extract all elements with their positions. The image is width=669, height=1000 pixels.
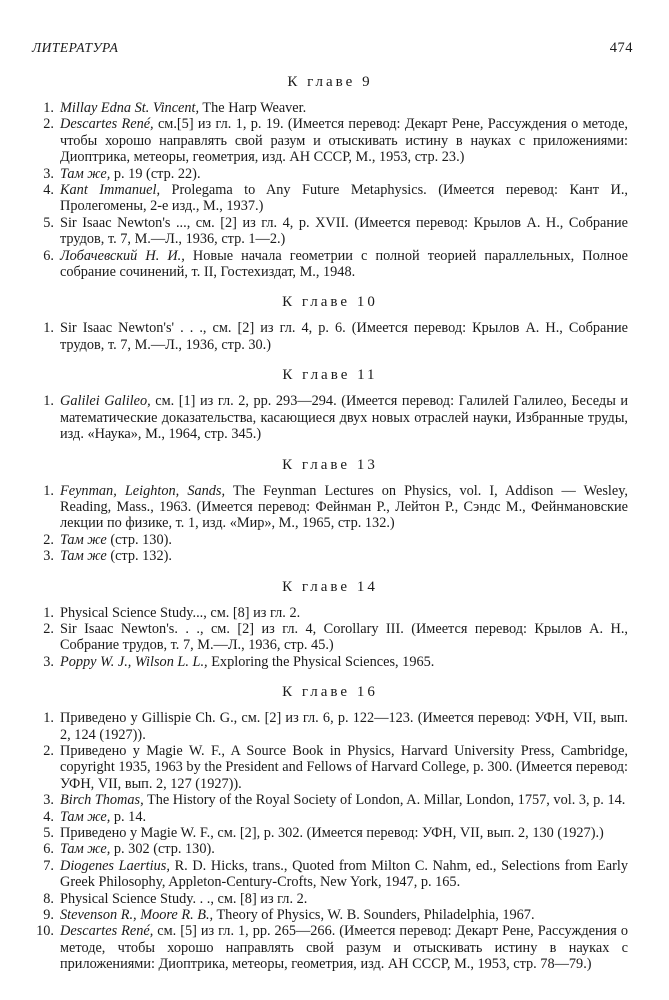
reference-list [32,100,628,280]
reference-item [32,393,628,442]
reference-author: Feynman, Leighton, Sands, [60,482,226,499]
reference-list [32,483,628,565]
chapter-heading: К главе 10 [282,294,378,311]
chapter-heading: К главе 16 [282,684,378,701]
reference-item [32,841,628,857]
reference-item [32,532,628,548]
reference-number: 1. [43,100,54,116]
reference-number: 9. [43,907,54,924]
reference-number: 6. [43,841,54,858]
reference-item [32,621,628,654]
reference-body: R. D. Hicks, trans., Quoted from Milton C. Nahm, ed., Selections from Early Greek Philosophy, Appleton-Century-Crofts, New York, 1947, p. 165. [60,857,628,891]
running-head [32,40,633,57]
reference-body: см. [1] из гл. 2, pp. 293—294. (Имеется перевод: Галилей Галилео, Беседы и математические доказательства, касающиеся двух новых отраслей науки, Избранные труды, изд. «Наука», М., 1964, стр. 345.) [60,393,628,443]
reference-body: p. 14. [110,808,147,825]
reference-item [32,907,628,923]
reference-item [32,710,628,743]
reference-text [60,792,628,808]
reference-body: (стр. 132). [106,548,172,565]
reference-author: Millay Edna St. Vincent, [60,100,200,116]
reference-item [32,166,628,182]
reference-number: 3. [43,792,54,809]
reference-text [60,605,628,621]
reference-number: 3. [43,165,54,182]
reference-number: 3. [43,548,54,565]
reference-list [32,605,628,671]
reference-body: Sir Isaac Newton's' . . ., см. [2] из гл. 4, p. 6. (Имеется перевод: Крылов А. Н., Собрание трудов, т. 7, М.—Л., 1936, стр. 30.) [60,320,628,353]
reference-number: 5. [43,214,54,231]
reference-text [60,100,628,116]
reference-body: Приведено у Magie W. F., см. [2], p. 302. (Имеется перевод: УФН, VII, вып. 2, 130 (1927).) [60,825,604,841]
chapter-section [32,72,628,280]
reference-body: Physical Science Study. . ., см. [8] из гл. 2. [60,890,308,907]
reference-number: 1. [43,604,54,621]
reference-body: The Feynman Lectures on Physics, vol. I, Addison — Wesley, Reading, Mass., 1963. (Имеется перевод: Фейнман Р., Лейтон Р., Сэндс М., Фейнмановские лекции по физике, т. 1, изд. «Мир», М., 1965, стр. 132.) [60,482,629,532]
reference-author: Лобачевский Н. И., [60,247,185,264]
reference-number: 8. [43,890,54,907]
reference-number: 2. [43,620,54,637]
reference-body: Sir Isaac Newton's ..., см. [2] из гл. 4, p. XVII. (Имеется перевод: Крылов А. Н., Собрание трудов, т. 7, М.—Л., 1936, стр. 1—2.) [60,214,628,248]
reference-text [60,809,628,825]
references-body [32,72,628,985]
reference-author: Poppy W. J., Wilson L. L., [60,653,208,670]
reference-author: Galilei Galileo, [60,393,151,410]
reference-text [60,907,628,923]
reference-author: Kant Immanuel, [60,182,161,199]
reference-author: Там же, [60,165,111,182]
reference-text [60,166,628,182]
reference-author: Diogenes Laertius, [60,857,170,874]
reference-number: 10. [36,923,54,940]
reference-list [32,710,628,973]
reference-text [60,548,628,564]
running-title: ЛИТЕРАТУРА [32,40,119,55]
chapter-section [32,577,628,671]
reference-item [32,248,628,281]
reference-item [32,891,628,907]
reference-text [60,743,628,792]
reference-text [60,182,628,215]
reference-item [32,858,628,891]
reference-author: Stevenson R., Moore R. B., [60,907,214,924]
reference-author: Descartes René, [60,116,154,133]
reference-item [32,182,628,215]
reference-item [32,792,628,808]
reference-number: 1. [43,393,54,410]
reference-text [60,215,628,248]
reference-text [60,116,628,165]
reference-text [60,891,628,907]
reference-item [32,654,628,670]
reference-number: 6. [43,247,54,264]
chapter-section [32,455,628,565]
reference-body: p. 302 (стр. 130). [110,841,215,858]
reference-item [32,116,628,165]
reference-number: 2. [43,531,54,548]
chapter-section [32,682,628,973]
reference-body: Theory of Physics, W. B. Sounders, Philadelphia, 1967. [213,907,535,924]
reference-body: см.[5] из гл. 1, p. 19. (Имеется перевод: Декарт Рене, Рассуждения о методе, чтобы хорошо направлять свой разум и отыскивать истину в науках с приложениями: Диоптрика, метеоры, геометрия, изд. АН СССР, М., 1953, стр. 23.) [60,116,628,166]
reference-author: Birch Thomas, [60,792,144,809]
reference-text [60,483,628,532]
page-number: 474 [609,40,633,56]
reference-list [32,393,628,442]
reference-number: 5. [43,825,54,841]
reference-item [32,825,628,841]
reference-item [32,320,628,353]
reference-item [32,605,628,621]
reference-body: см. [5] из гл. 1, pp. 265—266. (Имеется перевод: Декарт Рене, Рассуждения о методе, чтобы хорошо направлять свой разум и отыскивать истину в науках с приложениями: Диоптрика, метеоры, геометрия, изд. АН СССР, М., 1953, стр. 78—79.) [60,923,628,973]
reference-item [32,100,628,116]
reference-list [32,320,628,353]
chapter-section [32,365,628,442]
reference-body: Prolegama to Any Future Metaphysics. (Имеется перевод: Кант И., Пролегомены, 2-е изд., М., 1937.) [60,182,628,215]
reference-body: p. 19 (стр. 22). [110,165,201,182]
reference-number: 1. [43,482,54,499]
reference-number: 4. [43,182,54,199]
reference-number: 1. [43,710,54,727]
reference-text [60,825,628,841]
reference-body: Новые начала геометрии с полной теорией параллельных, Полное собрание сочинений, т. II, Гостехиздат, М., 1948. [60,247,628,281]
reference-author: Descartes René, [60,923,154,940]
reference-number: 7. [43,857,54,874]
reference-author: Там же, [60,808,111,825]
chapter-heading: К главе 13 [282,456,378,473]
reference-body: Sir Isaac Newton's. . ., см. [2] из гл. 4, Corollary III. (Имеется перевод: Крылов А. Н., Собрание трудов, т. 7, М.—Л., 1936, стр. 45.) [60,620,628,654]
chapter-section [32,292,628,353]
reference-text [60,621,628,654]
reference-item [32,483,628,532]
reference-number: 1. [43,320,54,337]
reference-text [60,858,628,891]
reference-item [32,548,628,564]
reference-body: Exploring the Physical Sciences, 1965. [207,653,435,670]
reference-author: Там же [60,548,107,565]
reference-body: Приведено у Magie W. F., A Source Book in Physics, Harvard University Press, Cambridge, copyright 1935, 1963 by the President and Fellows of Harvard College, p. 300. (Имеется перевод: УФН, VII, вып. 2, 127 (1927)). [60,742,628,792]
reference-number: 2. [43,116,54,133]
reference-body: Приведено у Gillispie Ch. G., см. [2] из гл. 6, p. 122—123. (Имеется перевод: УФН, VII, вып. 2, 124 (1927)). [60,710,628,743]
reference-number: 3. [43,653,54,670]
reference-text [60,320,628,353]
reference-author: Там же [60,531,107,548]
chapter-heading: К главе 14 [282,578,378,595]
reference-text [60,841,628,857]
reference-text [60,654,628,670]
reference-body: The Harp Weaver. [199,100,307,116]
chapter-heading: К главе 11 [282,367,378,384]
reference-text [60,393,628,442]
reference-item [32,215,628,248]
reference-item [32,923,628,972]
reference-body: Physical Science Study..., см. [8] из гл. 2. [60,604,301,621]
reference-number: 2. [43,742,54,759]
reference-text [60,532,628,548]
reference-item [32,809,628,825]
reference-item [32,743,628,792]
reference-body: (стр. 130). [106,531,172,548]
reference-author: Там же, [60,841,111,858]
reference-text [60,248,628,281]
reference-text [60,923,628,972]
reference-text [60,710,628,743]
chapter-heading: К главе 9 [287,74,373,90]
reference-body: The History of the Royal Society of London, A. Millar, London, 1757, vol. 3, p. 14. [143,792,626,809]
reference-number: 4. [43,808,54,825]
